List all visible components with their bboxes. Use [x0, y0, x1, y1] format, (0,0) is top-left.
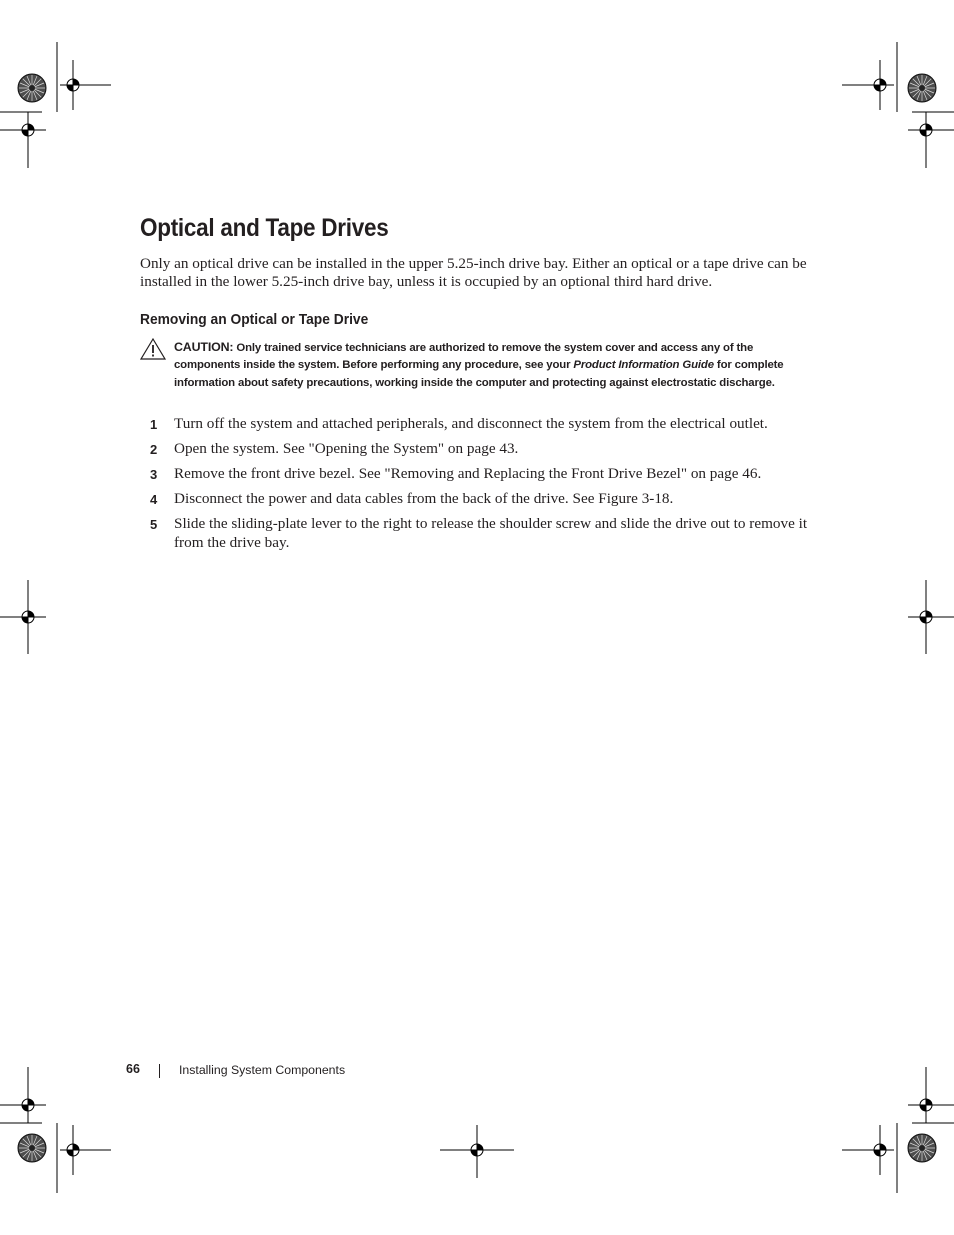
color-bar-starburst-icon [908, 1134, 936, 1162]
step-number: 4 [150, 492, 158, 507]
color-bar-starburst-icon [908, 74, 936, 102]
caution-text: Only trained service technicians are authorized to remove the system cover and access any of the components inside the system. Before performing any procedure, see your [174, 342, 754, 372]
page-number: 66 [126, 1062, 140, 1076]
step-item [150, 464, 815, 483]
step-text: Slide the sliding-plate lever to the right to release the shoulder screw and slide the drive out to remove it from the drive bay. [174, 515, 808, 551]
step-text: Turn off the system and attached peripherals, and disconnect the system from the electrical outlet. [174, 415, 768, 432]
caution-triangle-icon [139, 337, 167, 361]
caution-text-continued: for complete information about safety precautions, working inside the computer and protecting against electrostatic discharge. [174, 359, 784, 389]
page-title: Optical and Tape Drives [140, 214, 389, 242]
caution-notice [174, 339, 814, 392]
step-text: Remove the front drive bezel. See "Removing and Replacing the Front Drive Bezel" on page 46. [174, 465, 762, 482]
chapter-title: Installing System Components [179, 1063, 346, 1077]
footer-divider [159, 1064, 160, 1078]
step-text: Open the system. See "Opening the System" on page 43. [174, 440, 519, 457]
step-item [150, 489, 815, 508]
procedure-steps [150, 414, 815, 558]
color-bar-starburst-icon [18, 1134, 46, 1162]
step-item [150, 439, 815, 458]
caution-label: CAUTION: [174, 340, 234, 354]
color-bar-starburst-icon [18, 74, 46, 102]
step-number: 5 [150, 517, 158, 532]
step-number: 1 [150, 417, 158, 432]
step-item [150, 514, 815, 552]
step-text: Disconnect the power and data cables from the back of the drive. See Figure 3-18. [174, 490, 674, 507]
step-number: 3 [150, 467, 158, 482]
product-information-guide-ref: Product Information Guide [573, 359, 714, 372]
step-number: 2 [150, 442, 158, 457]
intro-paragraph: Only an optical drive can be installed in the upper 5.25-inch drive bay. Either an optical or a tape drive can be installed in the lower 5.25-inch drive bay, unless it is occupied by an optional third hard drive. [140, 255, 807, 290]
procedure-heading: Removing an Optical or Tape Drive [140, 311, 369, 328]
step-item [150, 414, 815, 433]
